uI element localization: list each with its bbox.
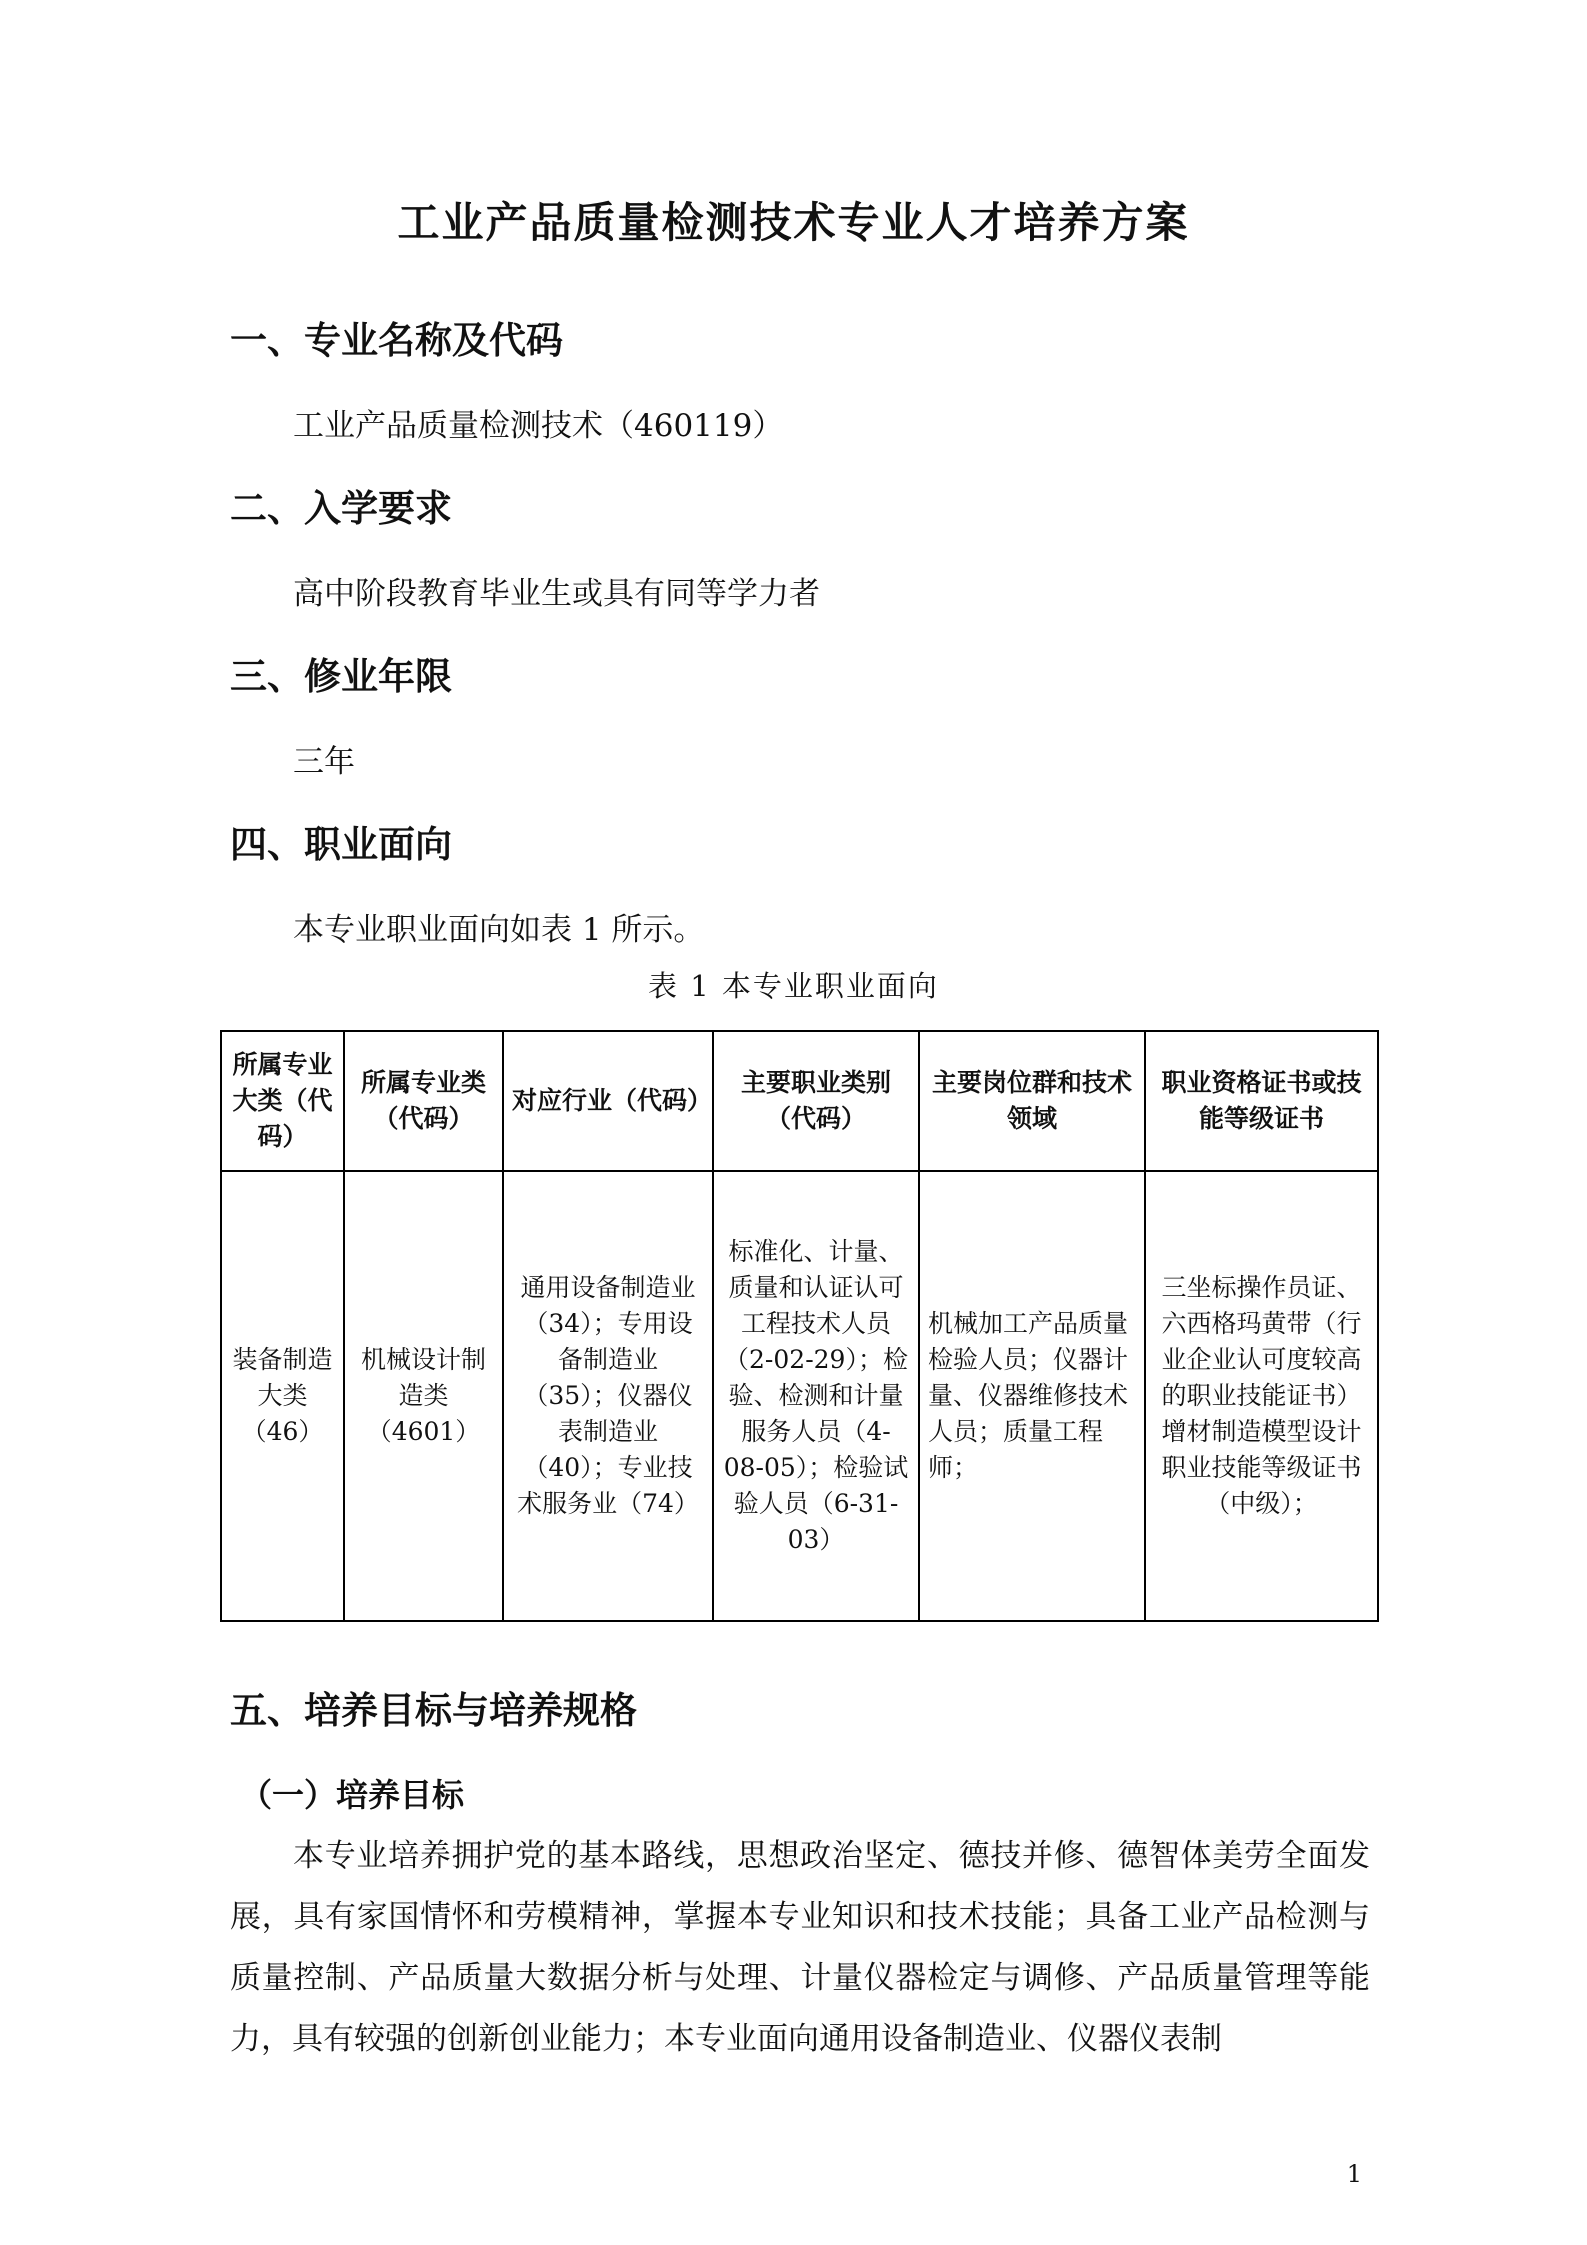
table-cell: 三坐标操作员证、六西格玛黄带（行业企业认可度较高的职业技能证书）增材制造模型设计职业技能等级证书（中级）；: [1145, 1171, 1378, 1621]
table-header-cell: 所属专业类（代码）: [344, 1031, 503, 1171]
goals-paragraph: 本专业培养拥护党的基本路线，思想政治坚定、德技并修、德智体美劳全面发展，具有家国情怀和劳模精神，掌握本专业知识和技术技能；具备工业产品检测与质量控制、产品质量大数据分析与处理、计量仪器检定与调修、产品质量管理等能力，具有较强的创新创业能力；本专业面向通用设备制造业、仪器仪表制: [230, 1838, 1370, 2057]
page-title: 工业产品质量检测技术专业人才培养方案: [397, 198, 1190, 247]
table-cell: 机械设计制造类（4601）: [344, 1171, 503, 1621]
table-cell: 机械加工产品质量检验人员；仪器计量、仪器维修技术人员；质量工程师；: [919, 1171, 1145, 1621]
table-cell: 通用设备制造业（34）；专用设备制造业（35）；仪器仪表制造业（40）；专业技术服务业（74）: [503, 1171, 713, 1621]
table-header-cell: 主要岗位群和技术领域: [919, 1031, 1145, 1171]
section-heading-career: 四、职业面向: [230, 823, 452, 866]
section-heading-admission: 二、入学要求: [230, 487, 452, 530]
section-text-duration: 三年: [293, 744, 355, 780]
table-header-cell: 主要职业类别（代码）: [713, 1031, 919, 1171]
table-cell: 装备制造大类（46）: [221, 1171, 344, 1621]
table-header-row: [221, 1031, 1378, 1171]
section-heading-duration: 三、修业年限: [230, 655, 452, 698]
section-text-career: 本专业职业面向如表 1 所示。: [293, 912, 705, 948]
section-text-name: 工业产品质量检测技术（460119）: [293, 408, 784, 444]
table-header-cell: 对应行业（代码）: [503, 1031, 713, 1171]
subsection-heading-goals: （一）培养目标: [240, 1776, 465, 1814]
occupation-table: [220, 1030, 1379, 1622]
table-row: [221, 1171, 1378, 1621]
page-number: 1: [1346, 2160, 1362, 2188]
section-heading-name: 一、专业名称及代码: [230, 319, 563, 362]
table-header-cell: 所属专业大类（代码）: [221, 1031, 344, 1171]
section-text-admission: 高中阶段教育毕业生或具有同等学力者: [293, 576, 820, 612]
section-heading-goals: 五、培养目标与培养规格: [230, 1689, 637, 1732]
table-header-cell: 职业资格证书或技能等级证书: [1145, 1031, 1378, 1171]
table-caption: 表 1 本专业职业面向: [648, 969, 939, 1003]
table-cell: 标准化、计量、质量和认证认可工程技术人员（2-02-29）；检验、检测和计量服务人员（4-08-05）；检验试验人员（6-31-03）: [713, 1171, 919, 1621]
